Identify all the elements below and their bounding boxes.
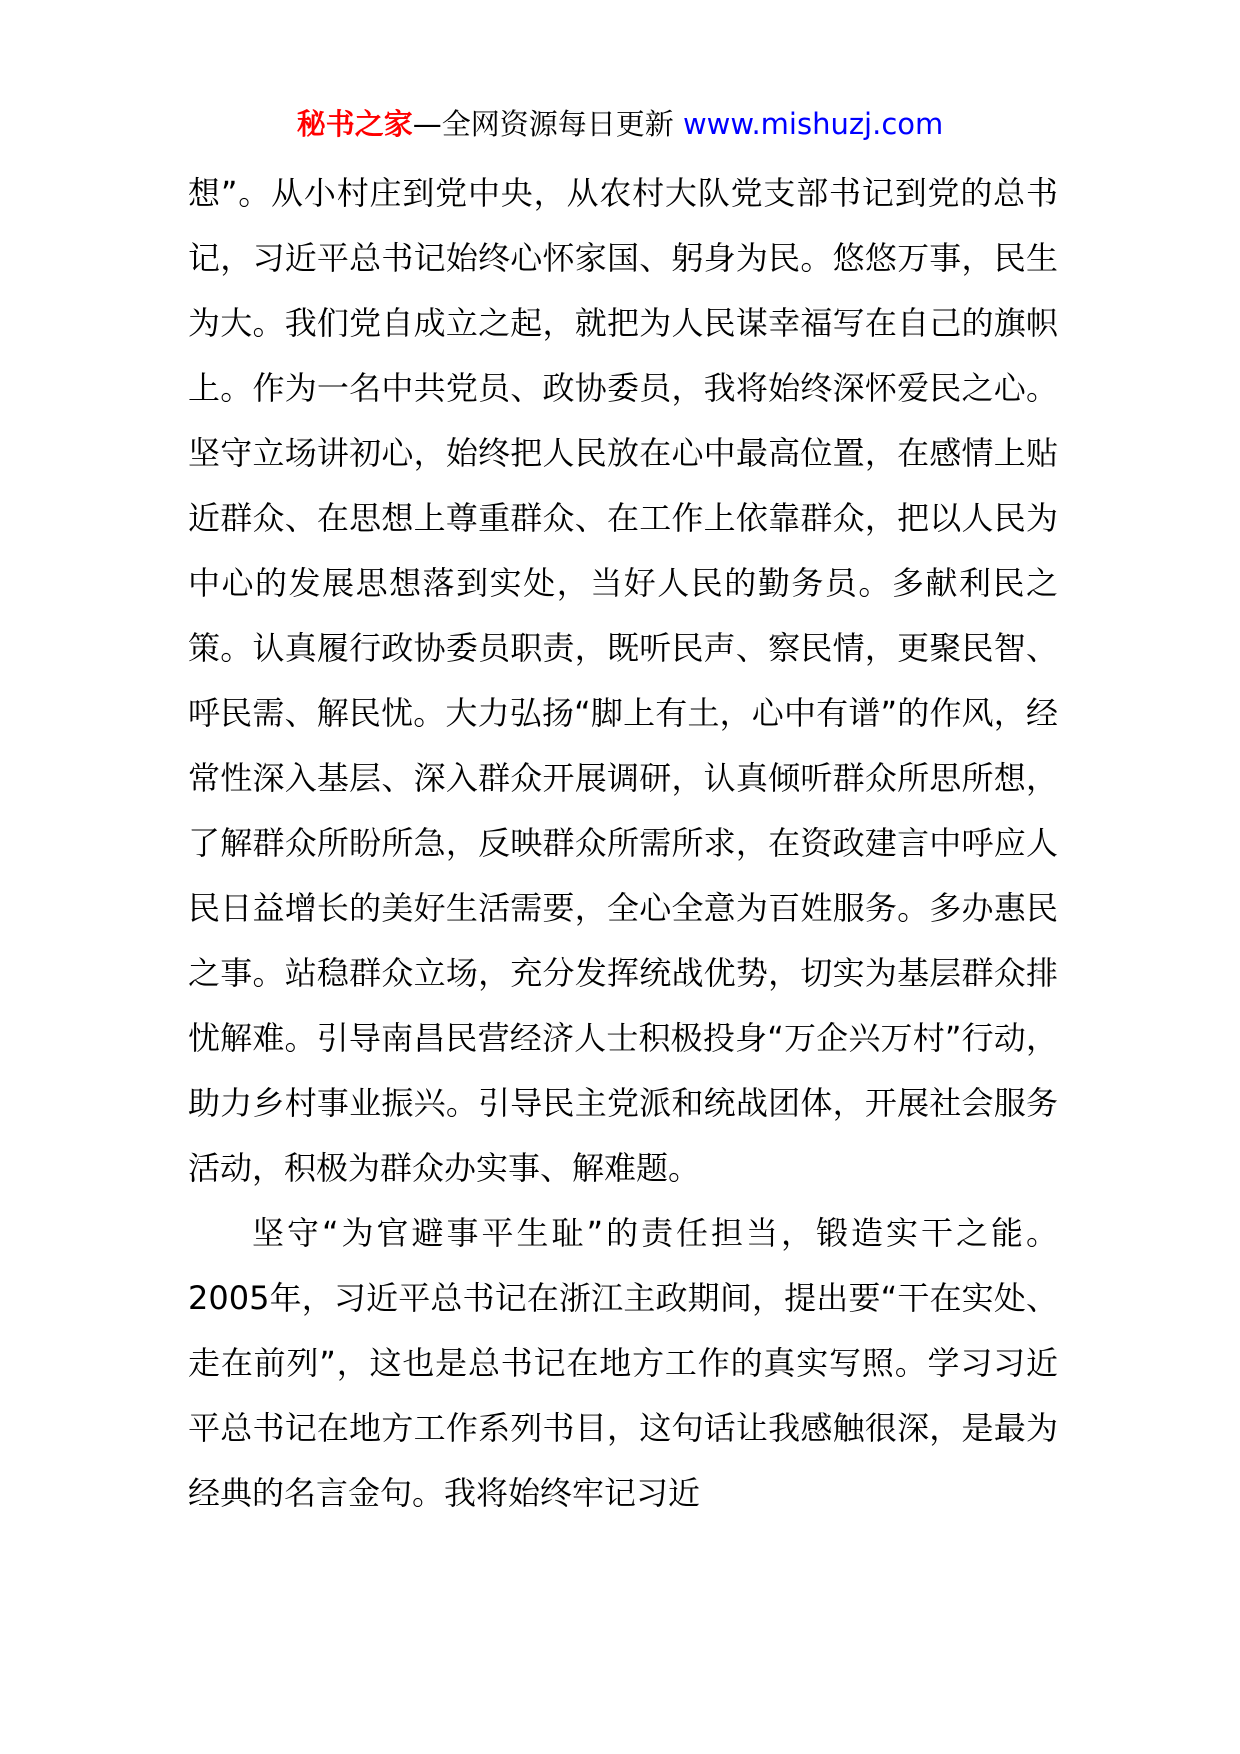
header-tagline: —全网资源每日更新 — [412, 107, 674, 141]
paragraph-responsibility: 坚守“为官避事平生耻”的责任担当，锻造实干之能。2005年，习近平总书记在浙江主政期间，提出要“干在实处、走在前列”，这也是总书记在地方工作的真实写照。学习习近平总书记在地方工作系列书目，这句话让我感触很深，是最为经典的名言金句。我将始终牢记习近 — [188, 1214, 1058, 1512]
page-header — [0, 104, 1240, 144]
paragraph-continuation: 想”。从小村庄到党中央，从农村大队党支部书记到党的总书记，习近平总书记始终心怀家国、躬身为民。悠悠万事，民生为大。我们党自成立之起，就把为人民谋幸福写在自己的旗帜上。作为一名中共党员、政协委员，我将始终深怀爱民之心。坚守立场讲初心，始终把人民放在心中最高位置，在感情上贴近群众、在思想上尊重群众、在工作上依靠群众，把以人民为中心的发展思想落到实处，当好人民的勤务员。多献利民之策。认真履行政协委员职责，既听民声、察民情，更聚民智、呼民需、解民忧。大力弘扬“脚上有土，心中有谱”的作风，经常性深入基层、深入群众开展调研，认真倾听群众所思所想，了解群众所盼所急，反映群众所需所求，在资政建言中呼应人民日益增长的美好生活需要，全心全意为百姓服务。多办惠民之事。站稳群众立场，充分发挥统战优势，切实为基层群众排忧解难。引导南昌民营经济人士积极投身“万企兴万村”行动，助力乡村事业振兴。引导民主党派和统战团体，开展社会服务活动，积极为群众办实事、解难题。 — [188, 174, 1058, 1187]
site-url-link[interactable]: www.mishuzj.com — [682, 107, 944, 141]
document-body — [188, 161, 1058, 1526]
brand-logo-text: 秘书之家 — [296, 107, 413, 141]
